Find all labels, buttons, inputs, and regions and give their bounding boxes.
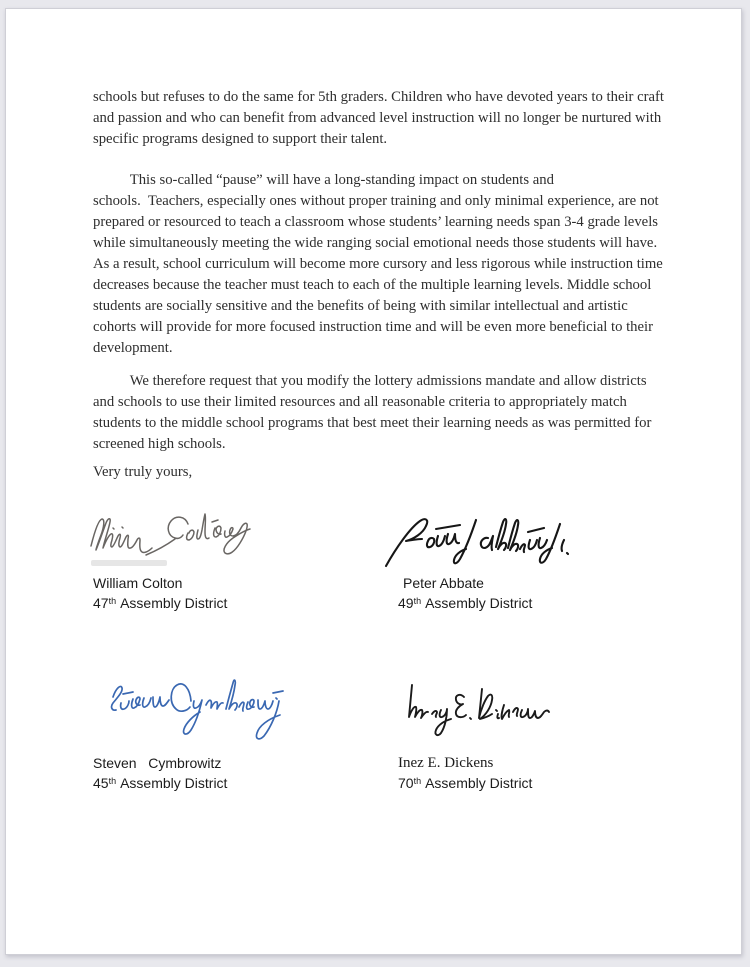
signatory-name: Peter Abbate	[403, 575, 484, 591]
body-line: specific programs designed to support their talent.	[93, 131, 388, 147]
paragraph-1	[93, 87, 683, 150]
signatory-name: Inez E. Dickens	[398, 755, 494, 771]
signatory-district	[398, 593, 532, 613]
district-ordinal: th	[413, 596, 422, 606]
body-line: students to the middle school programs that best meet their learning needs as was permitted for	[93, 415, 652, 431]
signatory-district	[93, 773, 227, 793]
district-number: 49	[398, 595, 414, 611]
body-line: development.	[93, 340, 173, 356]
body-line: and passion and who can benefit from advanced level instruction will no longer be nurtured with	[93, 110, 662, 126]
paragraph-3	[93, 371, 683, 455]
district-number: 45	[93, 775, 109, 791]
body-line: As a result, school curriculum will become more cursory and less rigorous while instruction time	[93, 256, 663, 272]
steven-cymbrowitz-signature	[99, 673, 284, 751]
body-line: while simultaneously meeting the wide ranging social emotional needs those students will have.	[93, 235, 658, 251]
body-line: schools but refuses to do the same for 5th graders. Children who have devoted years to their craft	[93, 89, 665, 105]
signatory-label-inez-dickens	[398, 753, 532, 793]
district-rest: Assembly District	[120, 595, 228, 611]
body-line: schools. Teachers, especially ones without proper training and only minimal experience, are not	[93, 193, 659, 209]
district-rest: Assembly District	[120, 775, 228, 791]
district-ordinal: th	[108, 776, 117, 786]
district-rest: Assembly District	[425, 595, 533, 611]
signatory-label-peter-abbate	[398, 573, 532, 613]
body-line: prepared or resourced to teach a classroom whose students’ learning needs span 3-4 grade levels	[93, 214, 658, 230]
scan-artifact-smudge	[91, 560, 167, 566]
body-line: decreases because the teacher must teach to each of the multiple learning levels. Middle school	[93, 277, 652, 293]
district-rest: Assembly District	[425, 775, 533, 791]
signatory-name: William Colton	[93, 575, 183, 591]
signatory-name: Steven Cymbrowitz	[93, 755, 222, 771]
body-line: cohorts will provide for more focused instruction time and will be even more beneficial to their	[93, 319, 653, 335]
body-line: We therefore request that you modify the lottery admissions mandate and allow districts	[93, 373, 647, 389]
district-ordinal: th	[413, 776, 422, 786]
closing-salutation: Very truly yours,	[93, 464, 193, 480]
signatory-label-william-colton	[93, 573, 227, 613]
body-line: and schools to use their limited resources and all reasonable criteria to appropriately match	[93, 394, 627, 410]
peter-abbate-signature	[384, 514, 569, 574]
signatory-district	[93, 593, 227, 613]
district-number: 70	[398, 775, 414, 791]
paragraph-2	[93, 170, 683, 359]
body-line: This so-called “pause” will have a long-standing impact on students and	[93, 172, 554, 188]
inez-dickens-signature	[402, 677, 567, 741]
letter-page	[5, 8, 742, 955]
body-line: screened high schools.	[93, 436, 226, 452]
body-line: students are socially sensitive and the benefits of being with similar intellectual and artistic	[93, 298, 628, 314]
district-number: 47	[93, 595, 109, 611]
signatory-label-steven-cymbrowitz	[93, 753, 227, 793]
letter-body	[93, 87, 683, 483]
william-colton-signature	[88, 506, 253, 568]
signatory-district	[398, 773, 532, 793]
district-ordinal: th	[108, 596, 117, 606]
